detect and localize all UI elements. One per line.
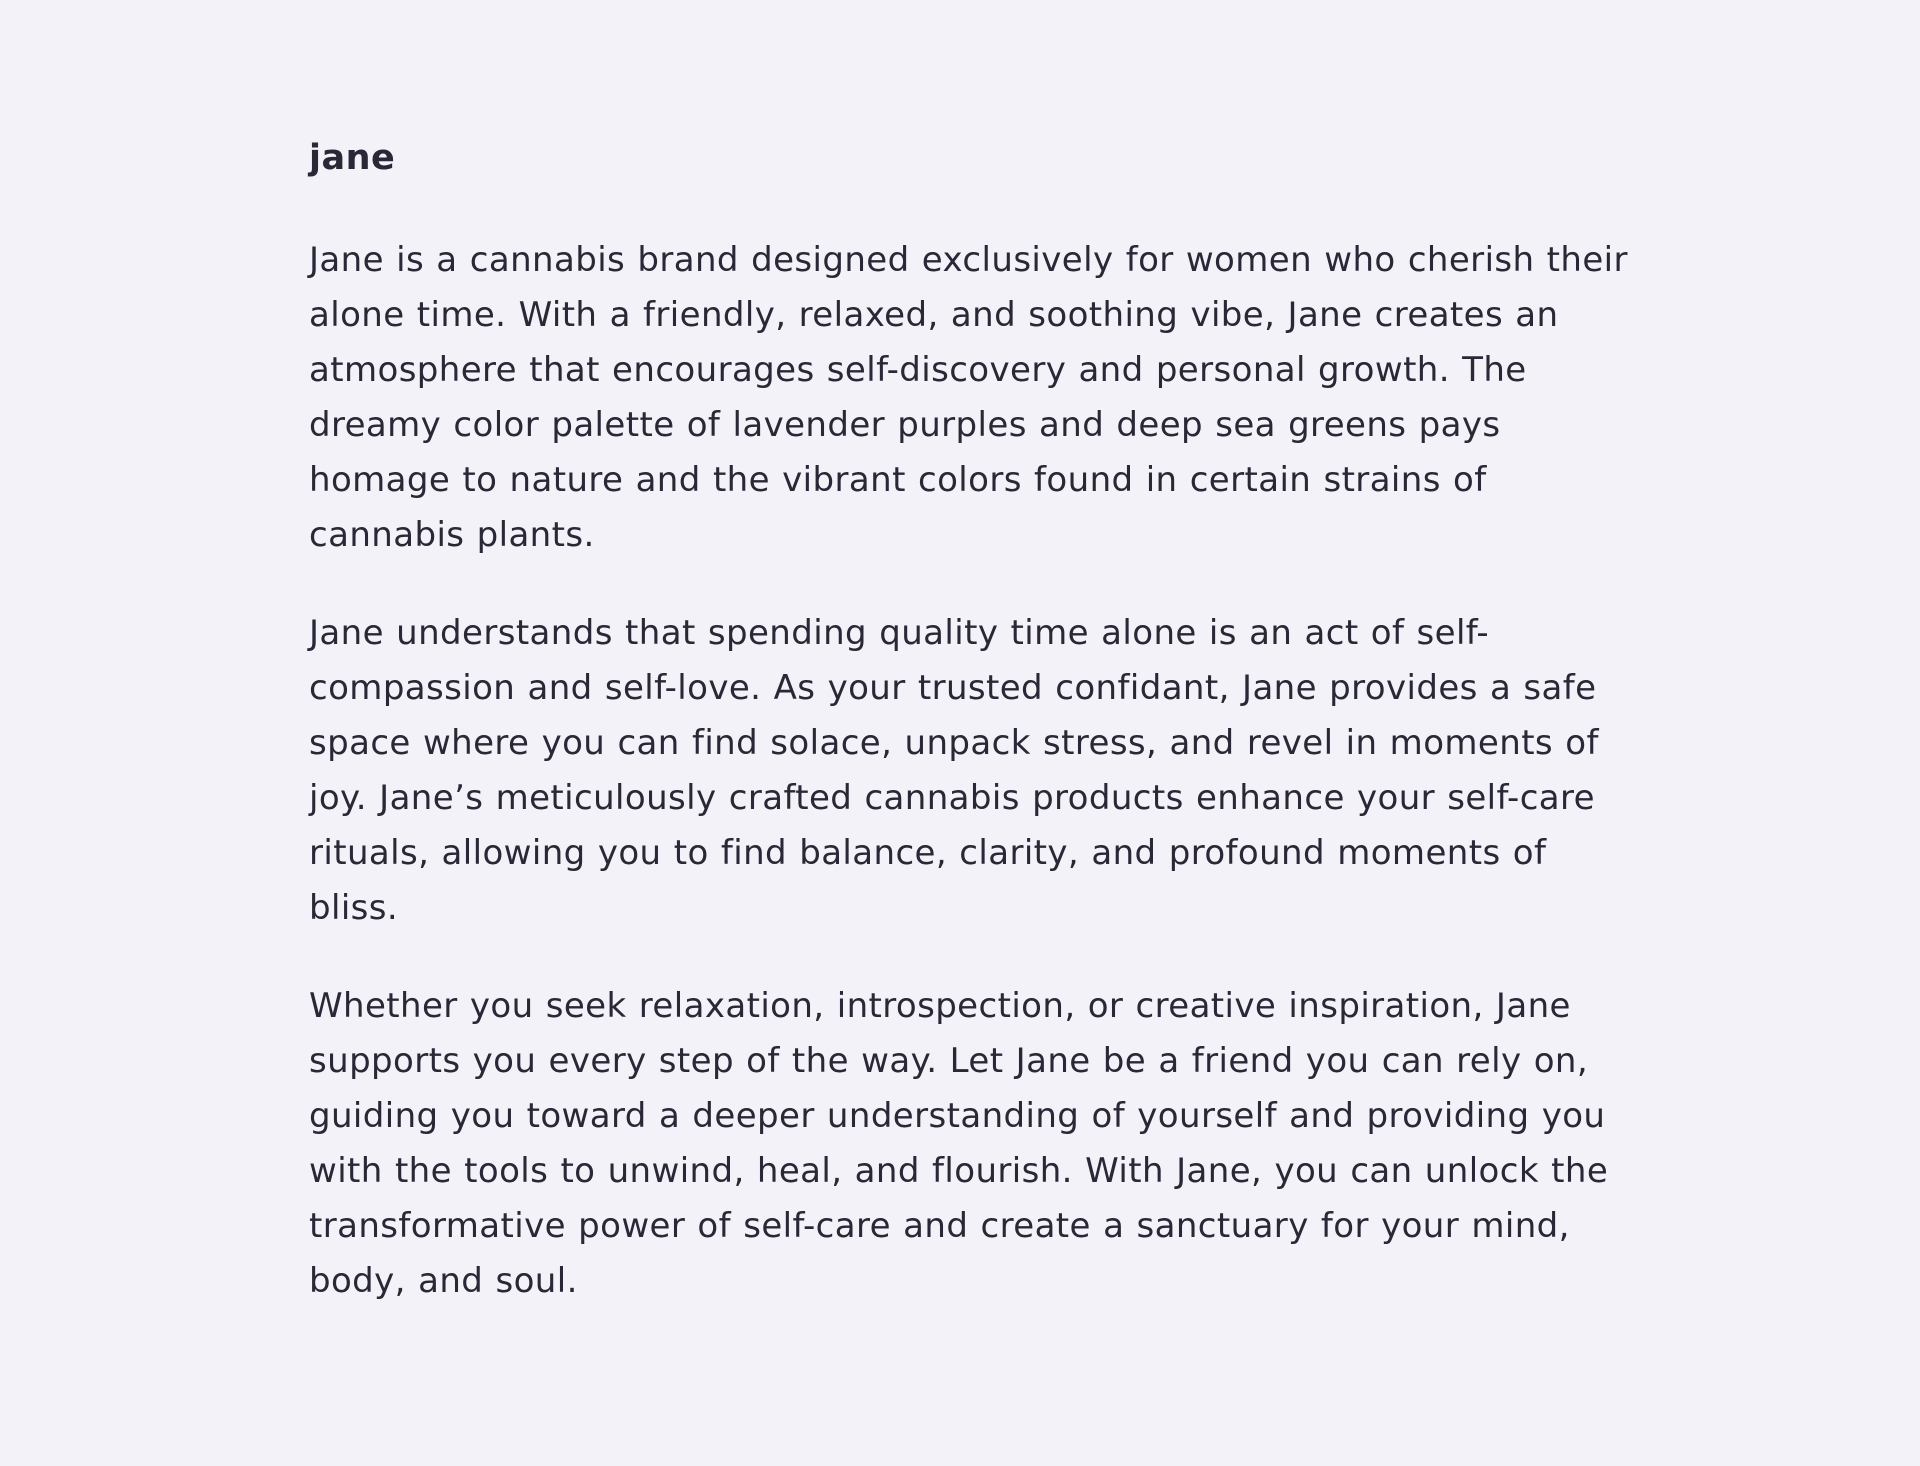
- article-content: [309, 128, 1629, 1309]
- intro-paragraph: Jane is a cannabis brand designed exclusively for women who cherish their alone time. With a friendly, relaxed, and soothing vibe, Jane creates an atmosphere that encourages self-discovery and personal growth. The dreamy color palette of lavender purples and deep sea greens pays homage to nature and the vibrant colors found in certain strains of cannabis plants.: [309, 240, 1628, 555]
- closing-paragraph: Whether you seek relaxation, introspection, or creative inspiration, Jane supports you every step of the way. Let Jane be a friend you can rely on, guiding you toward a deeper understanding of yourself and providing you with the tools to unwind, heal, and flourish. With Jane, you can unlock the transformative power of self-care and create a sanctuary for your mind, body, and soul.: [309, 986, 1609, 1301]
- self-care-paragraph: Jane understands that spending quality time alone is an act of self-compassion and self-love. As your trusted confidant, Jane provides a safe space where you can find solace, unpack stress, and revel in moments of joy. Jane’s meticulously crafted cannabis products enhance your self-care rituals, allowing you to find balance, clarity, and profound moments of bliss.: [309, 613, 1599, 928]
- brand-title: jane: [309, 138, 396, 178]
